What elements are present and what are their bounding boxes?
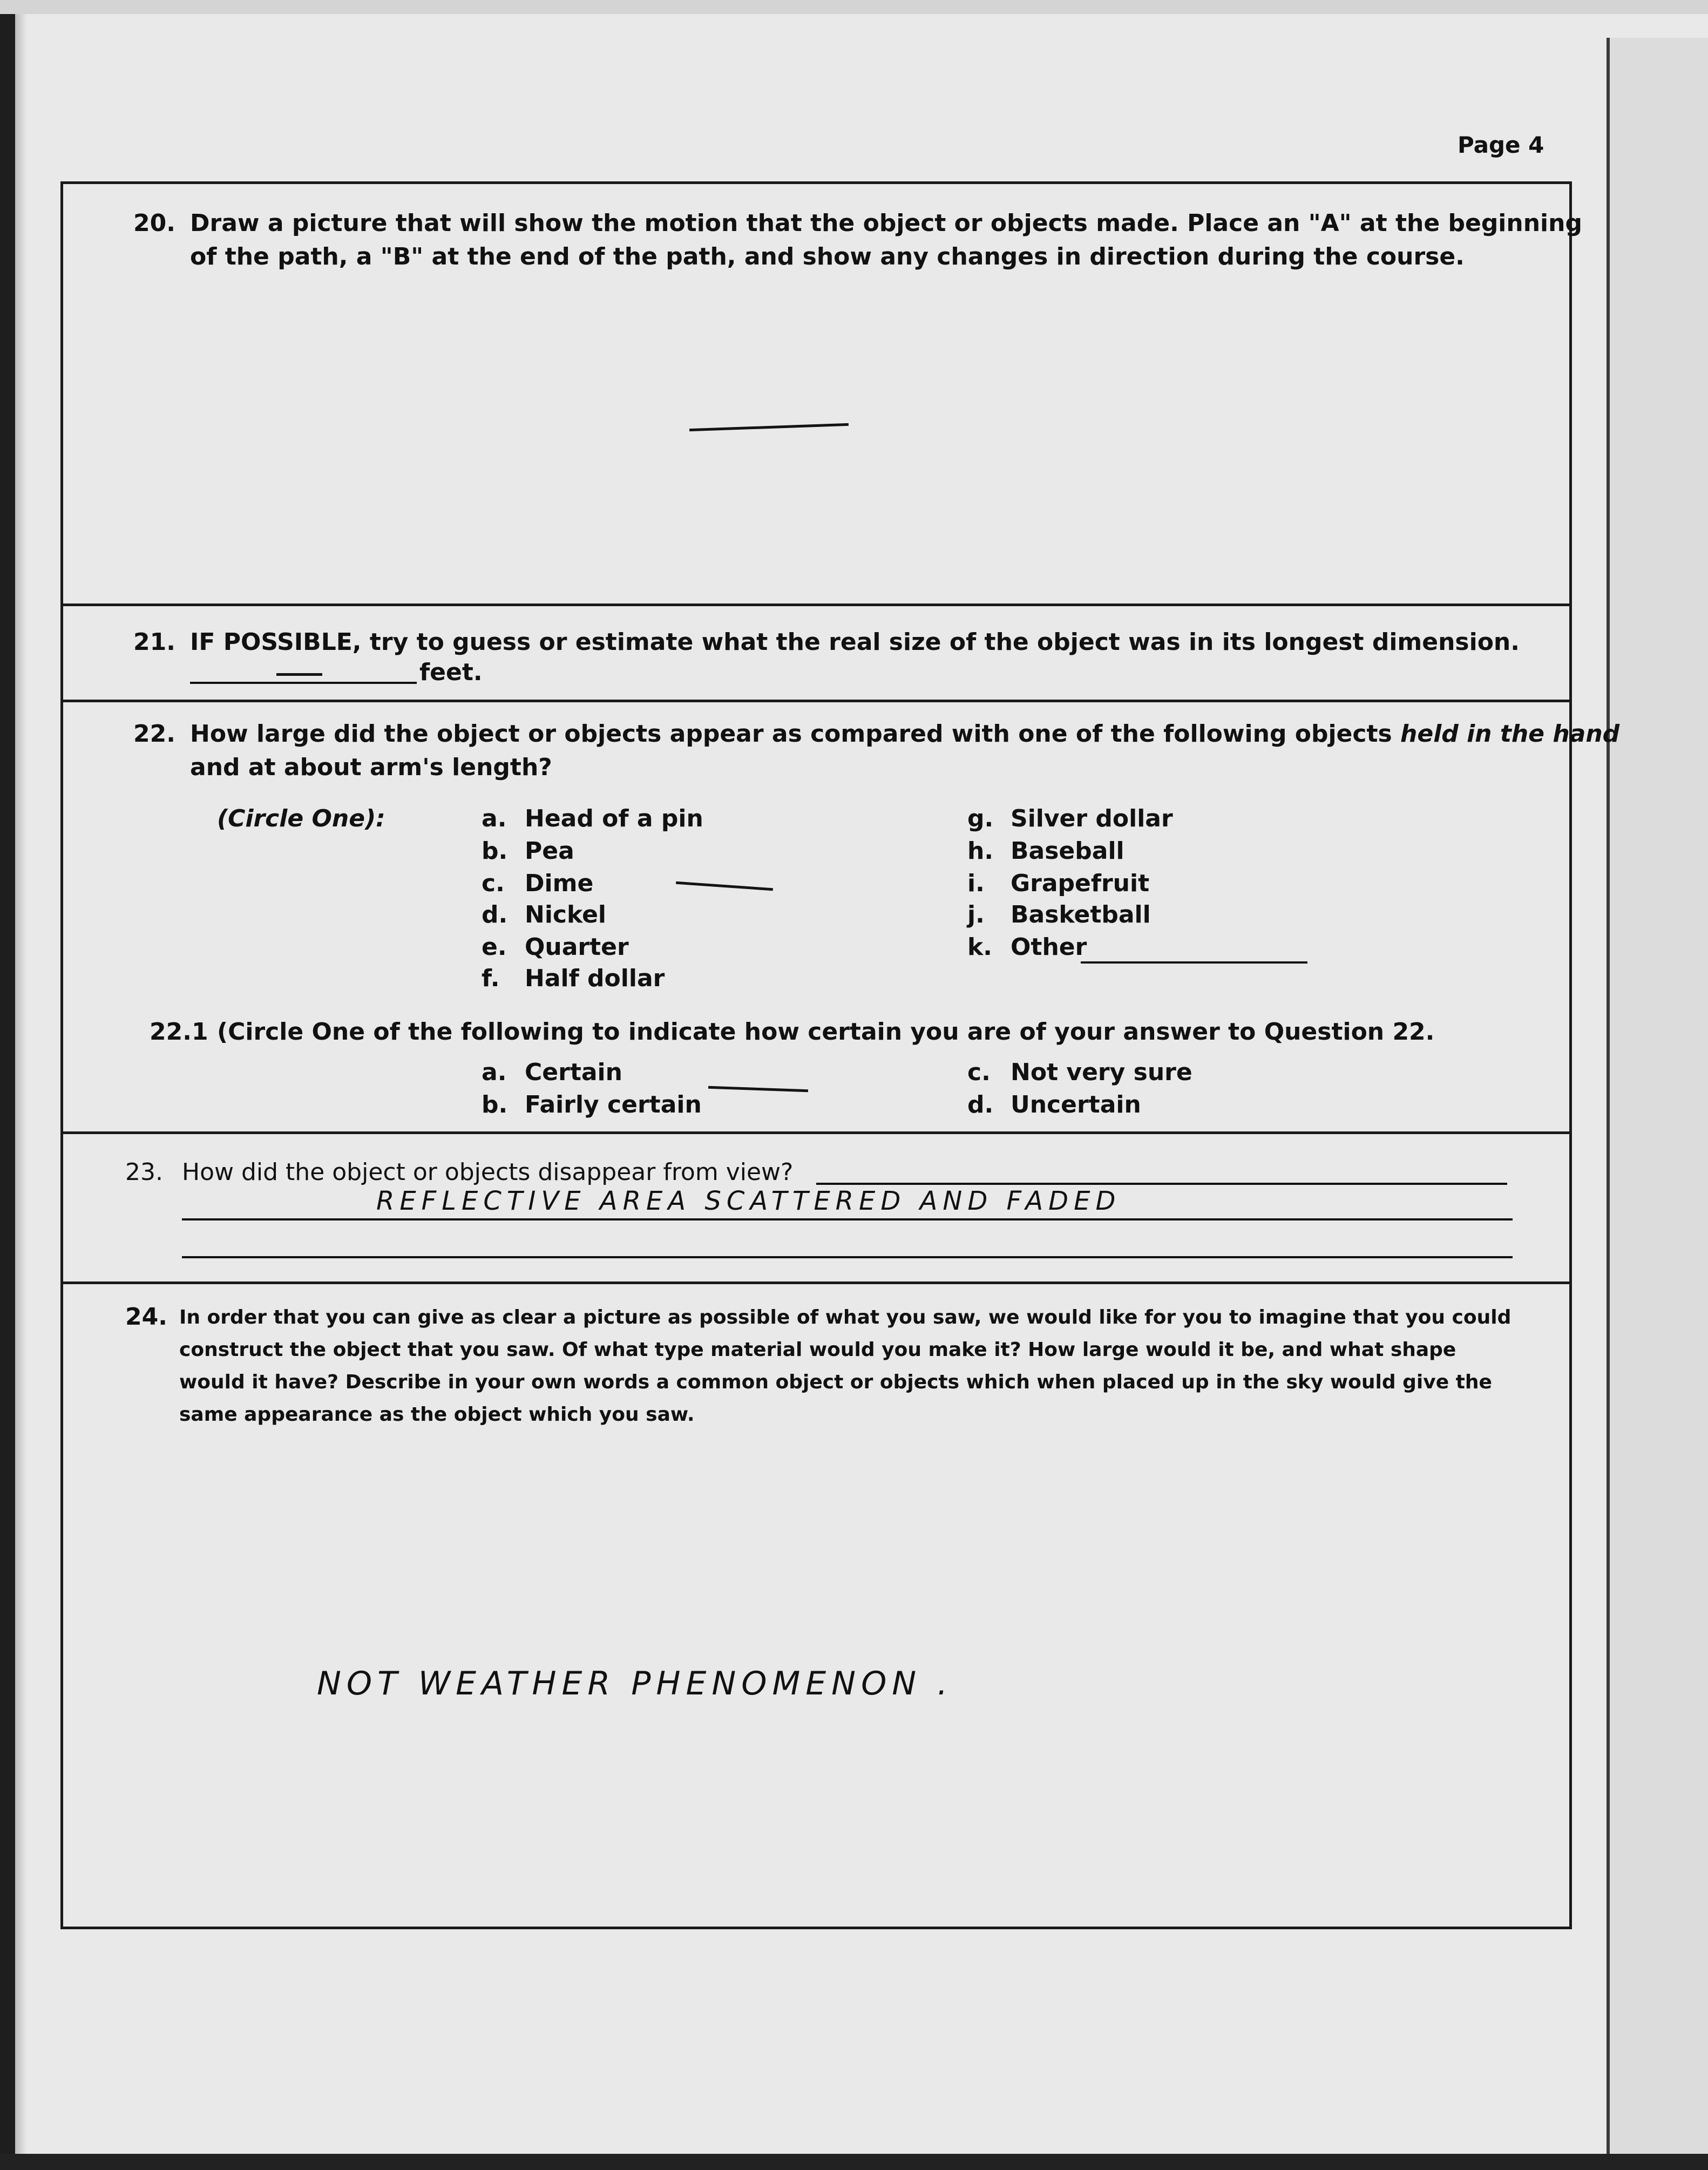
scan-right-margin — [1610, 38, 1708, 2170]
size-option-baseball[interactable]: Baseball — [1011, 837, 1124, 865]
certainty-option-letter: b. — [482, 1091, 508, 1118]
size-option-nickel[interactable]: Nickel — [525, 901, 606, 928]
question-23-text: How did the object or objects disappear from view? — [182, 1158, 794, 1186]
question-20-text-line2: of the path, a "B" at the end of the path, and show any changes in direction during the course. — [190, 243, 1465, 270]
size-option-letter: k. — [967, 933, 992, 961]
drawing-area-pen-stroke — [689, 423, 849, 431]
size-option-letter: f. — [482, 965, 500, 992]
question-20-text-line1: Draw a picture that will show the motion that the object or objects made. Place an "A" at the beginning — [190, 209, 1582, 237]
question-22-section — [63, 702, 1620, 1134]
question-22-1-number: 22.1 — [150, 1018, 208, 1046]
question-24-section — [63, 1284, 1569, 1927]
certainty-option-not-very-sure[interactable]: Not very sure — [1011, 1059, 1192, 1086]
certainty-option-letter: a. — [482, 1059, 507, 1086]
size-option-silver-dollar[interactable]: Silver dollar — [1011, 805, 1173, 832]
disappear-answer-line-3[interactable] — [182, 1256, 1513, 1258]
disappear-handwritten-answer: REFLECTIVE AREA SCATTERED AND FADED — [376, 1186, 1121, 1216]
question-22-text-line1-b: held in the hand — [1400, 720, 1620, 748]
circle-one-label: (Circle One): — [217, 805, 385, 832]
size-answer-line[interactable] — [190, 682, 417, 684]
question-22-text-line1-a: How large did the object or objects appear as compared with one of the following objects — [190, 720, 1401, 748]
size-option-head-of-a-pin[interactable]: Head of a pin — [525, 805, 703, 832]
size-option-letter: a. — [482, 805, 507, 832]
questionnaire-form — [60, 181, 1620, 1929]
size-option-letter: b. — [482, 837, 508, 865]
question-22-text-line1 — [190, 717, 1619, 751]
certainty-option-fairly-certain[interactable]: Fairly certain — [525, 1091, 702, 1118]
question-20-number: 20. — [133, 209, 175, 237]
question-20-section — [63, 184, 1582, 606]
question-22-text-line2: and at about arm's length? — [190, 754, 552, 781]
question-22-1-text: (Circle One of the following to indicate how certain you are of your answer to Question 22. — [217, 1018, 1435, 1046]
question-24-text-line2: construct the object that you saw. Of what type material would you make it? How large would it be, and what shape — [179, 1339, 1456, 1361]
question-24-text-line1: In order that you can give as clear a picture as possible of what you saw, we would like for you to imagine that you could — [179, 1306, 1512, 1328]
size-option-half-dollar[interactable]: Half dollar — [525, 965, 665, 992]
size-option-quarter[interactable]: Quarter — [525, 933, 629, 961]
question-24-number: 24. — [125, 1303, 167, 1331]
scan-bottom-border — [0, 2154, 1708, 2170]
description-handwritten-answer: NOT WEATHER PHENOMENON . — [317, 1665, 953, 1703]
size-option-dime[interactable]: Dime — [525, 870, 594, 897]
question-24-text-line4: same appearance as the object which you saw. — [179, 1403, 695, 1426]
disappear-answer-line-2[interactable] — [182, 1218, 1513, 1220]
size-unit-label: feet. — [419, 659, 483, 686]
question-23-section — [63, 1134, 1569, 1284]
size-option-basketball[interactable]: Basketball — [1011, 901, 1151, 928]
question-21-text: IF POSSIBLE, try to guess or estimate what the real size of the object was in its longest dimension. — [190, 628, 1520, 656]
size-option-letter: d. — [482, 901, 508, 928]
question-21-number: 21. — [133, 628, 175, 656]
size-option-grapefruit[interactable]: Grapefruit — [1011, 870, 1150, 897]
size-answer-pen-stroke — [676, 881, 773, 891]
question-24-text-line3: would it have? Describe in your own words a common object or objects which when placed up in the sky would give the — [179, 1371, 1492, 1393]
question-21-section — [63, 606, 1569, 702]
size-option-letter: i. — [967, 870, 985, 897]
scan-top-border — [0, 0, 1708, 14]
size-answer-pen-mark — [276, 673, 322, 676]
size-option-letter: c. — [482, 870, 505, 897]
size-option-other[interactable]: Other — [1011, 933, 1087, 961]
certainty-option-certain[interactable]: Certain — [525, 1059, 622, 1086]
size-option-letter: e. — [482, 933, 507, 961]
other-answer-line[interactable] — [1081, 961, 1307, 964]
scan-left-shadow — [15, 14, 27, 2170]
size-option-letter: g. — [967, 805, 994, 832]
certainty-pen-stroke — [708, 1086, 808, 1092]
size-option-pea[interactable]: Pea — [525, 837, 574, 865]
size-option-letter: j. — [967, 901, 985, 928]
certainty-option-uncertain[interactable]: Uncertain — [1011, 1091, 1141, 1118]
question-23-number: 23. — [125, 1158, 163, 1186]
question-22-number: 22. — [133, 720, 175, 748]
page-number: Page 4 — [1458, 132, 1544, 158]
certainty-option-letter: c. — [967, 1059, 991, 1086]
certainty-option-letter: d. — [967, 1091, 994, 1118]
size-option-letter: h. — [967, 837, 994, 865]
